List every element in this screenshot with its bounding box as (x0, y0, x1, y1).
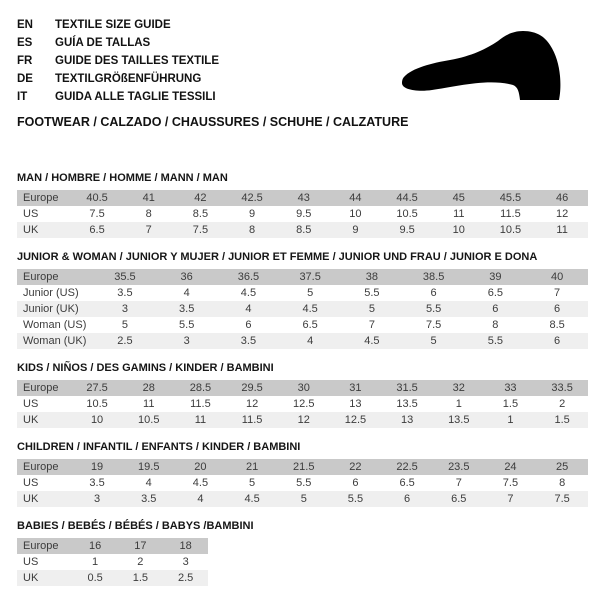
size-cell: 5 (307, 287, 314, 299)
size-cell: 3 (71, 491, 123, 507)
size-cell: 6 (430, 287, 437, 299)
size-cell: 31 (330, 380, 382, 396)
size-cell: 7 (485, 491, 537, 507)
size-table-title: BABIES / BEBÉS / BÉBÉS / BABYS /BAMBINI (17, 520, 254, 532)
size-cell: 10 (349, 208, 362, 220)
table-row (17, 285, 588, 301)
size-cell: 3 (156, 333, 218, 349)
size-cell: 3 (182, 556, 189, 568)
size-cell: 0.5 (72, 570, 117, 586)
size-cell: 6 (526, 301, 588, 317)
size-cell: 3.5 (123, 491, 175, 507)
size-cell: 8.5 (278, 222, 330, 238)
row-label: Europe (17, 538, 72, 554)
size-cell: 9.5 (296, 208, 312, 220)
shoe-icon (396, 22, 586, 102)
row-label: Europe (17, 269, 94, 285)
size-cell: 6 (381, 491, 433, 507)
size-table-title: MAN / HOMBRE / HOMME / MANN / MAN (17, 172, 228, 184)
size-cell: 32 (433, 380, 485, 396)
size-cell: 3.5 (89, 477, 105, 489)
size-cell: 33 (485, 380, 537, 396)
table-row (17, 317, 588, 333)
table-row (17, 333, 588, 349)
size-table-section (17, 172, 588, 238)
size-table-title: KIDS / NIÑOS / DES GAMINS / KINDER / BAMBINI (17, 362, 274, 374)
size-cell: 5.5 (330, 491, 382, 507)
size-cell: 8 (492, 319, 499, 331)
table-row (17, 206, 588, 222)
size-table-section (17, 520, 588, 586)
size-cell: 1 (455, 398, 462, 410)
size-table-section (17, 251, 588, 349)
size-cell: 12 (245, 398, 259, 410)
table-row (17, 412, 588, 428)
size-cell: 13 (349, 398, 362, 410)
language-code: ES (17, 37, 33, 49)
row-label: US (23, 398, 39, 410)
size-cell: 36.5 (218, 269, 280, 285)
language-code: FR (17, 55, 33, 67)
size-cell: 2.5 (163, 570, 208, 586)
size-cell: 36 (156, 269, 218, 285)
size-cell: 12 (278, 412, 330, 428)
table-row (17, 396, 588, 412)
row-label: UK (17, 412, 71, 428)
language-code: IT (17, 91, 28, 103)
row-label: Europe (17, 190, 71, 206)
size-cell: 44 (330, 190, 382, 206)
size-cell: 5 (249, 477, 256, 489)
language-title: GUÍA DE TALLAS (55, 37, 151, 49)
table-header-row (17, 380, 588, 396)
size-cell: 30 (278, 380, 330, 396)
size-cell: 2.5 (94, 333, 156, 349)
size-cell: 8.5 (192, 208, 209, 220)
row-label: Woman (UK) (17, 333, 94, 349)
size-cell: 10 (71, 412, 123, 428)
size-cell: 19 (71, 459, 123, 475)
size-cell: 8 (145, 208, 152, 220)
size-cell: 6.5 (487, 287, 503, 299)
size-cell: 5.5 (179, 319, 195, 331)
table-row (17, 475, 588, 491)
size-cell: 6.5 (433, 491, 485, 507)
size-table (17, 190, 588, 238)
size-cell: 25 (536, 459, 588, 475)
size-cell: 3.5 (156, 301, 218, 317)
size-cell: 1 (485, 412, 537, 428)
size-cell: 4.5 (279, 301, 341, 317)
size-cell: 23.5 (433, 459, 485, 475)
size-cell: 7.5 (502, 477, 519, 489)
size-cell: 21 (226, 459, 278, 475)
size-cell: 7 (368, 319, 375, 331)
size-cell: 6.5 (71, 222, 123, 238)
size-cell: 4.5 (226, 491, 278, 507)
language-title: GUIDA ALLE TAGLIE TESSILI (55, 91, 216, 103)
size-cell: 35.5 (94, 269, 156, 285)
row-label: Europe (17, 380, 71, 396)
size-cell: 11.5 (226, 412, 278, 428)
size-cell: 13.5 (396, 398, 418, 410)
size-cell: 6.5 (302, 319, 318, 331)
row-label: US (23, 208, 39, 220)
size-table-title: CHILDREN / INFANTIL / ENFANTS / KINDER / BAMBINI (17, 441, 301, 453)
size-cell: 4 (145, 477, 152, 489)
size-cell: 13 (381, 412, 433, 428)
size-cell: 18 (163, 538, 208, 554)
size-cell: 6 (245, 319, 252, 331)
size-cell: 9.5 (381, 222, 433, 238)
size-cell: 4 (183, 287, 190, 299)
size-cell: 10 (433, 222, 485, 238)
size-table (17, 269, 588, 349)
size-cell: 10.5 (86, 398, 108, 410)
table-header-row (17, 538, 208, 554)
size-cell: 31.5 (381, 380, 433, 396)
row-label: Europe (17, 459, 71, 475)
size-table-title: JUNIOR & WOMAN / JUNIOR Y MUJER / JUNIOR ET FEMME / JUNIOR UND FRAU / JUNIOR E DONA (17, 251, 538, 263)
size-cell: 8.5 (549, 319, 565, 331)
size-cell: 28 (123, 380, 175, 396)
size-cell: 12.5 (293, 398, 315, 410)
row-label: Woman (US) (23, 319, 87, 331)
size-cell: 27.5 (71, 380, 123, 396)
size-table (17, 380, 588, 428)
category-title: FOOTWEAR / CALZADO / CHAUSSURES / SCHUHE / CALZATURE (17, 115, 409, 129)
size-cell: 21.5 (278, 459, 330, 475)
table-row (17, 554, 208, 570)
row-label: UK (17, 491, 71, 507)
size-cell: 6.5 (399, 477, 415, 489)
language-title: GUIDE DES TAILLES TEXTILE (55, 55, 219, 67)
size-cell: 7.5 (536, 491, 588, 507)
size-cell: 38.5 (403, 269, 465, 285)
table-header-row (17, 190, 588, 206)
size-cell: 46 (536, 190, 588, 206)
size-cell: 8 (226, 222, 278, 238)
size-cell: 13.5 (433, 412, 485, 428)
table-header-row (17, 269, 588, 285)
size-cell: 11.5 (500, 208, 521, 220)
size-cell: 42.5 (226, 190, 278, 206)
size-cell: 7.5 (89, 208, 105, 220)
language-code: EN (17, 19, 33, 31)
size-table (17, 459, 588, 507)
size-cell: 43 (278, 190, 330, 206)
size-cell: 1.5 (536, 412, 588, 428)
size-cell: 7 (554, 287, 561, 299)
size-cell: 33.5 (536, 380, 588, 396)
size-cell: 42 (175, 190, 227, 206)
size-cell: 11 (453, 208, 465, 220)
size-cell: 4 (279, 333, 341, 349)
size-cell: 3.5 (218, 333, 280, 349)
size-cell: 7 (123, 222, 175, 238)
size-cell: 6 (464, 301, 526, 317)
size-cell: 22.5 (381, 459, 433, 475)
language-title: TEXTILGRÖßENFÜHRUNG (55, 73, 202, 85)
size-cell: 1.5 (118, 570, 163, 586)
size-cell: 24 (485, 459, 537, 475)
size-table-section (17, 441, 588, 507)
size-cell: 7 (455, 477, 462, 489)
size-cell: 2 (559, 398, 566, 410)
size-cell: 5.5 (464, 333, 526, 349)
size-table (17, 538, 208, 586)
size-cell: 45 (433, 190, 485, 206)
size-cell: 38 (341, 269, 403, 285)
size-cell: 29.5 (226, 380, 278, 396)
size-cell: 4.5 (341, 333, 403, 349)
size-cell: 4.5 (192, 477, 209, 489)
size-cell: 3.5 (117, 287, 133, 299)
row-label: US (23, 477, 39, 489)
size-cell: 10.5 (396, 208, 418, 220)
size-cell: 41 (123, 190, 175, 206)
row-label: UK (17, 570, 72, 586)
size-cell: 5 (278, 491, 330, 507)
row-label: US (23, 556, 39, 568)
table-row (17, 301, 588, 317)
size-cell: 40.5 (71, 190, 123, 206)
size-cell: 17 (118, 538, 163, 554)
size-cell: 11 (536, 222, 588, 238)
row-label: Junior (UK) (17, 301, 94, 317)
size-cell: 19.5 (123, 459, 175, 475)
size-cell: 37.5 (279, 269, 341, 285)
size-cell: 4 (218, 301, 280, 317)
size-cell: 22 (330, 459, 382, 475)
size-cell: 28.5 (175, 380, 227, 396)
size-cell: 3 (94, 301, 156, 317)
size-cell: 4 (175, 491, 227, 507)
size-cell: 39 (464, 269, 526, 285)
size-cell: 12.5 (330, 412, 382, 428)
size-cell: 9 (249, 208, 256, 220)
row-label: UK (17, 222, 71, 238)
size-cell: 4.5 (240, 287, 257, 299)
size-cell: 2 (137, 556, 144, 568)
size-cell: 11.5 (190, 398, 211, 410)
size-cell: 6 (352, 477, 359, 489)
size-cell: 5 (403, 333, 465, 349)
size-cell: 11 (143, 398, 155, 410)
table-row (17, 222, 588, 238)
language-title: TEXTILE SIZE GUIDE (55, 19, 171, 31)
size-cell: 16 (72, 538, 117, 554)
size-cell: 5 (121, 319, 128, 331)
table-row (17, 570, 208, 586)
size-cell: 45.5 (485, 190, 537, 206)
size-cell: 5.5 (296, 477, 312, 489)
size-cell: 44.5 (381, 190, 433, 206)
size-table-section (17, 362, 588, 428)
size-cell: 5.5 (403, 301, 465, 317)
row-label: Junior (US) (23, 287, 79, 299)
size-cell: 10.5 (123, 412, 175, 428)
size-cell: 7.5 (175, 222, 227, 238)
size-cell: 5.5 (364, 287, 380, 299)
size-cell: 20 (175, 459, 227, 475)
size-cell: 11 (175, 412, 227, 428)
size-cell: 1.5 (502, 398, 519, 410)
language-code: DE (17, 73, 33, 85)
size-cell: 7.5 (425, 319, 442, 331)
size-cell: 5 (341, 301, 403, 317)
size-cell: 40 (526, 269, 588, 285)
size-cell: 1 (92, 556, 99, 568)
table-row (17, 491, 588, 507)
size-cell: 6 (526, 333, 588, 349)
size-cell: 10.5 (485, 222, 537, 238)
size-tables (17, 172, 588, 586)
size-cell: 8 (559, 477, 566, 489)
table-header-row (17, 459, 588, 475)
size-cell: 9 (330, 222, 382, 238)
size-cell: 12 (556, 208, 569, 220)
